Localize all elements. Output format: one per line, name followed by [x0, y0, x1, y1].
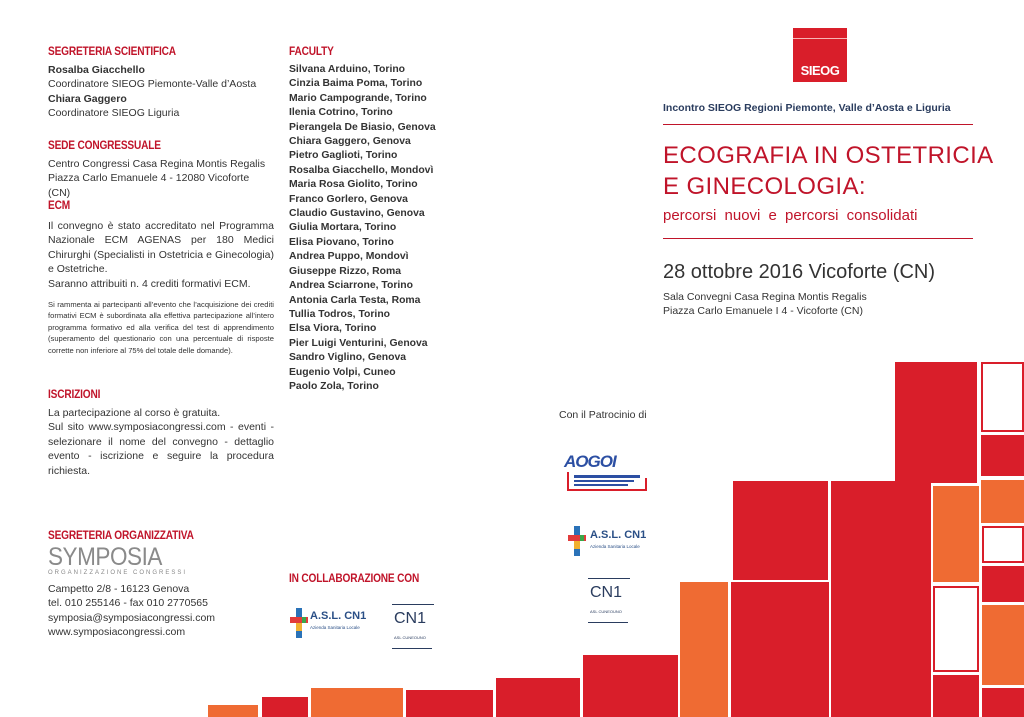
faculty-member: Elsa Viora, Torino [289, 323, 377, 335]
faculty-member: Franco Gorlero, Genova [289, 193, 408, 205]
event-date: 28 ottobre 2016 Vicoforte (CN) [663, 261, 936, 283]
symposia-logo [48, 543, 187, 576]
ecm-heading: ECM [48, 200, 70, 212]
coordinator-name: Chiara Gaggero [48, 92, 127, 105]
symposia-logo-text: SYMPOSIA [48, 543, 162, 571]
faculty-member: Andrea Puppo, Mondovì [289, 251, 409, 263]
contact-phone: tel. 010 255146 - fax 010 2770565 [48, 597, 208, 610]
decor-block-orange [982, 605, 1024, 685]
decor-block-red [981, 435, 1024, 476]
aogoi-logo-text: AOGOI [564, 452, 616, 471]
sede-heading: SEDE CONGRESSUALE [48, 140, 161, 152]
sede-address [48, 157, 274, 200]
ecm-paragraph: Il convegno è stato accreditato nel Programma Nazionale ECM AGENAS per 180 Medici Chirurghi (Specialisti in Ostetricia e Ginecologia) e Ostetriche. [48, 220, 274, 276]
cn1-logo-text: CN1 [394, 610, 427, 627]
collaborazione-heading: IN COLLABORAZIONE CON [289, 573, 420, 585]
faculty-member: Silvana Arduino, Torino [289, 64, 406, 75]
faculty-member: Pierangela De Biasio, Genova [289, 121, 436, 133]
faculty-member: Chiara Gaggero, Genova [289, 136, 411, 148]
venue [663, 290, 867, 319]
cn1-logo-text: CN1 [590, 584, 623, 601]
faculty-member: Cinzia Baima Poma, Torino [289, 78, 423, 90]
iscrizioni-free: La partecipazione al corso è gratuita. [48, 407, 221, 419]
faculty-heading: FACULTY [289, 46, 334, 58]
venue-line: Sala Convegni Casa Regina Montis Regalis [663, 291, 867, 303]
title-line-1: ECOGRAFIA IN OSTETRICIA [663, 142, 994, 169]
iscrizioni-heading: ISCRIZIONI [48, 389, 101, 401]
decor-block-white [933, 586, 979, 672]
faculty-member: Antonia Carla Testa, Roma [289, 294, 421, 306]
faculty-member: Tullia Todros, Torino [289, 308, 391, 320]
faculty-member: Elisa Piovano, Torino [289, 236, 394, 248]
patrocinio-label: Con il Patrocinio di [559, 409, 647, 421]
faculty-member: Andrea Sciarrone, Torino [289, 280, 413, 292]
decor-block-orange [680, 582, 728, 717]
faculty-member: Pier Luigi Venturini, Genova [289, 337, 428, 349]
faculty-member: Ilenia Cotrino, Torino [289, 107, 393, 119]
cn1-logo-sub: ASL CUNEOUNO [590, 609, 622, 614]
faculty-member: Pietro Gaglioti, Torino [289, 150, 398, 162]
decor-block-orange [933, 486, 979, 582]
decor-block-white [982, 526, 1024, 563]
iscrizioni-body [48, 406, 274, 478]
segreteria-scientifica-heading: SEGRETERIA SCIENTIFICA [48, 46, 176, 58]
faculty-member: Giulia Mortara, Torino [289, 222, 397, 234]
ecm-body [48, 219, 274, 291]
contact-address: Campetto 2/8 - 16123 Genova [48, 583, 190, 595]
ecm-note: Si rammenta ai partecipanti all’evento che l’acquisizione dei crediti formativi ECM è subordinata alla effettiva partecipazione all’intero programma formativo ed alla verifica del test di apprendimento (superamento del questionario con una percentuale di risposte corrette non inferiore al 75% del totale delle domande). [48, 300, 274, 355]
coordinator-name: Rosalba Giacchello [48, 64, 145, 76]
decor-block-red [262, 697, 308, 717]
segreteria-org-heading: SEGRETERIA ORGANIZZATIVA [48, 530, 194, 542]
faculty-member: Rosalba Giacchello, Mondovì [289, 164, 434, 176]
faculty-list [289, 63, 436, 394]
decor-block-red [496, 678, 580, 717]
ecm-credits: Saranno attribuiti n. 4 crediti formativi ECM. [48, 277, 251, 290]
incontro-line: Incontro SIEOG Regioni Piemonte, Valle d’Aosta e Liguria [663, 102, 951, 114]
venue-line: Piazza Carlo Emanuele I 4 - Vicoforte (CN) [663, 305, 863, 318]
decor-block-orange [981, 480, 1024, 523]
segreteria-org-contacts [48, 582, 274, 640]
decor-block-red [982, 688, 1024, 717]
faculty-member: Claudio Gustavino, Genova [289, 208, 425, 220]
faculty-member: Giuseppe Rizzo, Roma [289, 265, 402, 277]
sieog-logo-text: SIEOG [800, 63, 840, 78]
asl-cn1-patrocinio-logo [568, 526, 648, 562]
contact-website: www.symposiacongressi.com [48, 626, 186, 639]
cn1-logo [390, 604, 436, 656]
asl-logo-sub: Azienda Sanitaria Locale [310, 625, 360, 630]
asl-cn1-logo [290, 606, 368, 642]
decor-block-red [831, 481, 931, 717]
cn1-logo-sub: ASL CUNEOUNO [394, 635, 426, 640]
sede-line: Piazza Carlo Emanuele 4 - 12080 Vicoforte (CN) [48, 172, 250, 199]
decor-block-red [733, 481, 828, 580]
decor-block-orange [311, 688, 403, 717]
decor-block-red [583, 655, 678, 717]
decor-block-red [982, 566, 1024, 602]
subtitle-divider [663, 238, 973, 239]
coordinator-role: Coordinatore SIEOG Piemonte-Valle d’Aosta [48, 78, 257, 91]
title-divider [663, 124, 973, 125]
coordinator-role: Coordinatore SIEOG Liguria [48, 107, 180, 120]
faculty-member: Mario Campogrande, Torino [289, 92, 427, 104]
faculty-member: Maria Rosa Giolito, Torino [289, 179, 418, 191]
segreteria-scientifica-list [48, 63, 274, 121]
contact-email: symposia@symposiacongressi.com [48, 611, 216, 624]
decor-block-red [406, 690, 493, 717]
iscrizioni-paragraph: Sul sito www.symposiacongressi.com - eventi - selezionare il nome del convegno - dettaglio evento - iscrizione e seguire la procedura richiesta. [48, 421, 274, 477]
subtitle: percorsi nuovi e percorsi consolidati [663, 207, 918, 224]
decor-block-red [895, 362, 977, 483]
asl-cross-icon [568, 526, 586, 556]
decor-block-orange [208, 705, 258, 717]
asl-logo-text: A.S.L. CN1 [310, 610, 367, 622]
cn1-patrocinio-logo [586, 578, 632, 630]
asl-cross-icon [290, 608, 308, 638]
faculty-member: Sandro Viglino, Genova [289, 352, 407, 364]
aogoi-logo [560, 452, 648, 494]
faculty-member: Eugenio Volpi, Cuneo [289, 366, 396, 378]
asl-logo-text: A.S.L. CN1 [590, 529, 647, 541]
title-line-2: E GINECOLOGIA: [663, 173, 866, 200]
symposia-logo-sub: ORGANIZZAZIONE CONGRESSI [48, 570, 188, 576]
aogoi-swoosh-icon [560, 452, 648, 494]
sede-line: Centro Congressi Casa Regina Montis Regalis [48, 158, 266, 170]
faculty-member: Paolo Zola, Torino [289, 380, 379, 392]
decor-block-white [981, 362, 1024, 432]
decor-block-red [933, 675, 979, 717]
sieog-logo [793, 28, 847, 82]
decor-block-red [731, 582, 829, 717]
asl-logo-sub: Azienda Sanitaria Locale [590, 544, 640, 549]
